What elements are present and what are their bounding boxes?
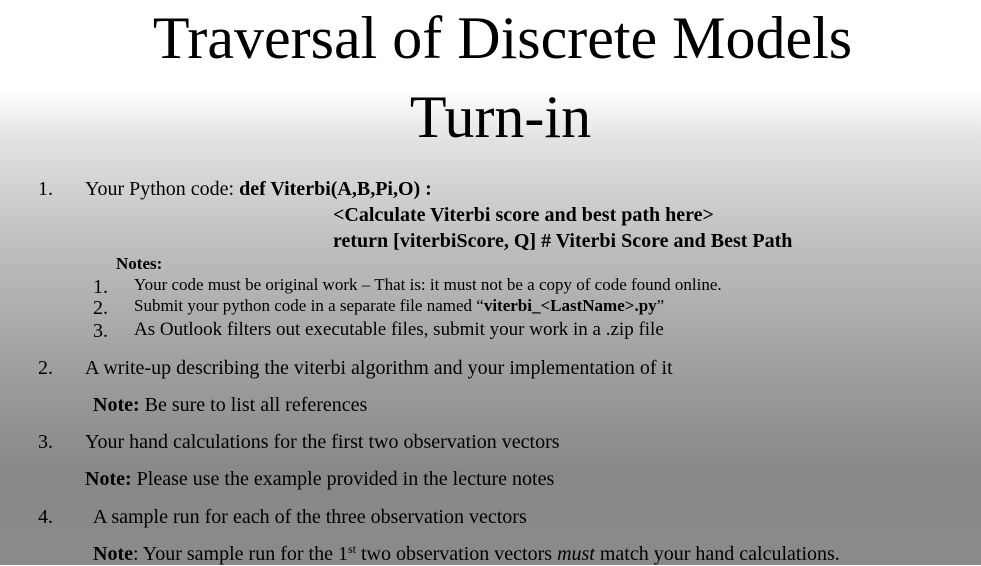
item-2-number: 2. [38,357,53,379]
item-3-note [85,467,554,491]
note-2-number: 2. [93,297,108,319]
notes-heading-text: Notes: [116,254,163,273]
note-2-text-after: ” [656,296,665,315]
code-calc-line [333,203,714,227]
item-4-note [93,542,840,566]
item-2-note-label: Note: [93,394,140,416]
item-4-note-text-c: match your hand calculations. [594,543,840,565]
item-4-note-text-a: : Your sample run for the 1 [132,543,348,565]
note-3-number: 3. [93,320,108,342]
code-return-text: return [viterbiScore, Q] # Viterbi Score and Best Path [333,230,793,252]
item-4-text: A sample run for each of the three observation vectors [93,506,527,528]
slide-title: Traversal of Discrete Models [152,5,853,71]
slide-subtitle: Turn-in [409,84,592,150]
item-1-text [85,177,432,201]
note-2-text-before: Submit your python code in a separate file named “ [134,296,484,315]
item-4-note-text-b: two observation vectors [355,543,558,565]
code-def-line: def Viterbi(A,B,Pi,O) : [239,178,432,200]
item-4-note-emphasis: must [557,543,595,565]
item-2-note-text: Be sure to list all references [139,394,368,416]
note-2-text [134,296,664,316]
item-4-note-superscript: st [347,542,356,556]
item-3-note-label: Note: [85,468,132,490]
item-3-number: 3. [38,431,53,453]
note-1-number: 1. [93,276,108,298]
item-3-text: Your hand calculations for the first two observation vectors [85,431,560,453]
item-3-note-text: Please use the example provided in the lecture notes [131,468,555,490]
note-3-text: As Outlook filters out executable files, submit your work in a .zip file [134,319,664,340]
item-2-text: A write-up describing the viterbi algorithm and your implementation of it [85,357,673,379]
note-2-filename: viterbi_<LastName>.py [483,296,657,315]
item-1-prefix: Your Python code: [85,178,240,200]
notes-heading [116,254,162,274]
item-4-number: 4. [38,506,53,528]
item-4-note-label: Note [93,543,133,565]
item-1-number: 1. [38,178,53,200]
item-2-note [93,393,367,417]
code-calc-text: <Calculate Viterbi score and best path here> [333,204,714,226]
code-return-line [333,229,792,253]
note-1-text: Your code must be original work – That is: it must not be a copy of code found online. [134,275,722,294]
